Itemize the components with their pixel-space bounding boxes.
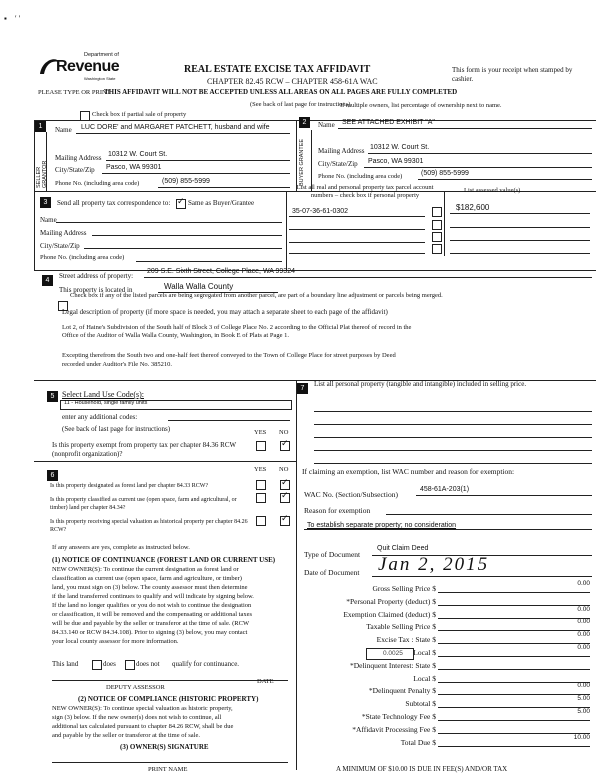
partial-sale-label: Check box if partial sale of property [92,111,187,118]
totals-block [300,580,596,770]
located-county: Walla Walla County [164,282,234,291]
form-title: REAL ESTATE EXCISE TAX AFFIDAVIT [184,64,371,75]
doc-type-label: Type of Document [304,550,361,559]
s3-phone-label: Phone No. (including area code) [40,254,125,261]
form-chapter: CHAPTER 82.45 RCW – CHAPTER 458-61A WAC [207,77,378,86]
s5-no: NO [279,429,289,436]
totals-row [300,631,596,647]
totals-row [300,682,596,698]
totals-row-value: 0.00 [577,618,590,626]
if-yes-instructions: If any answers are yes, complete as instructed below. [52,544,190,551]
parcel-number: 35-07-36-61-0302 [292,208,349,215]
assessed-header: List assessed value(s) [464,187,521,194]
print-name-label: PRINT NAME [148,766,188,773]
totals-row-field[interactable] [438,682,590,683]
totals-row-field[interactable] [438,733,590,734]
s3-name-label: Name [40,216,57,224]
totals-row-label: Exemption Claimed (deduct) $ [343,609,436,619]
s5-yes: YES [254,429,267,436]
located-label: This property is located in [59,286,133,294]
totals-row-field[interactable] [438,656,590,657]
totals-row-field[interactable] [438,605,590,606]
this-land-label: This land [52,660,79,668]
totals-row-field[interactable] [438,694,590,695]
personal-property-label: List all personal property (tangible and intangible) included in selling price. [314,380,527,388]
notice2-line4: and payable by the seller or transferor at the time of sale. [52,732,200,739]
s6-no: NO [279,466,289,473]
segregated-label: Check box if any of the listed parcels are being segregated from another parcel, are part of a boundary line adjustment or parcels being merged. [70,292,443,299]
totals-row [300,605,596,622]
totals-row [300,695,596,711]
totals-row-value: 0.00 [577,682,590,690]
totals-row-value: 0.00 [577,644,590,651]
qualify-label: qualify for continuance. [172,660,240,668]
historic-yes-checkbox[interactable] [256,516,266,526]
exempt-no-checkbox[interactable] [280,441,290,451]
current-use-yes-checkbox[interactable] [256,493,266,503]
deputy-assessor-label: DEPUTY ASSESSOR [106,684,165,691]
notice1-line9: your local county assessor for more information. [52,638,179,645]
notice1-line1: NEW OWNER(S): To continue the current designation as forest land or [52,566,239,573]
totals-row-field[interactable] [438,707,590,708]
same-as-buyer-checkbox[interactable] [176,199,186,209]
totals-row-field[interactable] [438,746,590,747]
totals-row [300,597,596,609]
notice2-line1: NEW OWNER(S): To continue special valuation as historic property, [52,705,233,712]
totals-row-label: *Personal Property (deduct) $ [346,596,436,606]
totals-row-label: Gross Selling Price $ [372,584,436,593]
totals-row-field[interactable] [438,618,590,619]
land-use-select[interactable] [60,400,292,410]
notice1-line2: classification as current use (open space, farm and agriculture, or timber) [52,575,242,582]
notice1-line4: if the land transferred continues to qualify and will indicate by signing below. [52,593,254,600]
buyer-mailing-label: Mailing Address [318,147,365,155]
street-label: Street address of property: [59,272,134,280]
section-4-number: 4 [42,275,53,286]
form-receipt: This form is your receipt when stamped by cashier. [452,66,573,83]
section-6-number: 6 [47,470,58,481]
totals-row-field[interactable] [438,592,590,593]
totals-row [300,674,596,686]
land-use-label: Select Land Use Code(s): [62,390,144,399]
seller-city-label: City/State/Zip [55,166,95,174]
does-checkbox[interactable] [92,660,102,670]
notice1-line5: If the land no longer qualifies or you do not wish to continue the designation [52,602,252,609]
totals-row-label: Excise Tax : State $ [376,635,436,645]
parcel-2-checkbox[interactable] [432,220,442,230]
same-as-buyer-label: Same as Buyer/Grantee [188,199,255,207]
totals-row-label: Taxable Selling Price $ [366,622,436,632]
totals-row-value: 10.00 [573,733,590,741]
legal-label: Legal description of property (if more space is needed, you may attach a separate sheet to each page of the affidavit) [62,308,388,316]
s3-city-label: City/State/Zip [40,242,80,250]
totals-row-value: 5.00 [577,708,590,715]
multiple-owners-note: If multiple owners, list percentage of ownership next to name. [340,102,502,109]
legal-line-3: Excepting therefrom the South two and one-half feet thereof conveyed to the Town of College Place for street purposes by Deed [62,352,396,359]
section-3-number: 3 [40,197,51,208]
logo-dept: Department of [84,52,119,58]
section-2-number: 2 [299,117,310,128]
notice2-line2: sign (3) below. If the new owner(s) does not wish to continue, all [52,714,222,721]
doc-date-label: Date of Document [304,568,360,577]
notice1-line3: land, you must sign on (3) below. The county assessor must then determine [52,584,248,591]
buyer-mailing: 10312 W. Court St. [370,144,430,151]
additional-codes-label: enter any additional codes: [62,413,138,421]
wac-label: WAC No. (Section/Subsection) [304,490,398,499]
totals-row-field[interactable] [438,643,590,644]
seller-mailing: 10312 W. Court St. [108,151,168,158]
section-1-number: 1 [35,121,46,132]
totals-row-value: 0.00 [577,605,590,613]
s5-see-back: (See back of last page for instructions) [62,425,171,433]
historic-question: Is this property receiving special valuation as historical property per chapter 84.26 RCW? [50,519,248,533]
legal-line-2: Office of the Auditor of Walla Walla County, Washington, in Book E of Plats at Page 1. [62,332,289,339]
date-label: DATE [257,678,274,685]
local-rate-box [366,648,414,660]
logo-state: Washington State [84,76,116,81]
forest-no-checkbox[interactable] [280,480,290,490]
see-back-note: (See back of last page for instructions) [250,101,351,108]
totals-row-value: 0.00 [577,580,590,587]
totals-row-label: *Delinquent Penalty $ [368,686,436,696]
current-use-no-checkbox[interactable] [280,493,290,503]
buyer-phone-label: Phone No. (including area code) [318,173,403,180]
forest-question: Is this property designated as forest land per chapter 84.33 RCW? [50,483,209,489]
form-warning: THIS AFFIDAVIT WILL NOT BE ACCEPTED UNLESS ALL AREAS ON ALL PAGES ARE FULLY COMPLETED [104,88,458,96]
notice1-line6: or classification, it will be removed and the compensating or additional taxes [52,611,252,618]
totals-row-field[interactable] [438,720,590,721]
parcel-3-checkbox[interactable] [432,232,442,242]
notice2-title: (2) NOTICE OF COMPLIANCE (HISTORIC PROPERTY) [78,695,259,703]
totals-row-label: Total Due $ [400,737,436,747]
totals-row-label: Local $ [413,673,436,683]
owner-signature-label: (3) OWNER(S) SIGNATURE [120,743,209,751]
seller-phone-label: Phone No. (including area code) [55,180,140,187]
exempt-yes-checkbox[interactable] [256,441,266,451]
reason-label: Reason for exemption [304,506,371,515]
totals-row [300,618,596,634]
please-type: PLEASE TYPE OR PRINT [38,89,111,96]
totals-row-value: 0.00 [577,631,590,639]
assessed-value: $182,600 [456,203,490,212]
forest-yes-checkbox[interactable] [256,480,266,490]
totals-row-label: Local $ [413,648,436,657]
seller-side-label: SELLER GRANTOR [36,160,48,188]
revenue-logo [38,50,120,86]
section-5-number: 5 [47,391,58,402]
does-not-label: does not [136,660,160,668]
totals-row-label: Subtotal $ [405,699,436,709]
totals-row [300,644,596,660]
parcel-1-checkbox[interactable] [432,207,442,217]
exemption-claim-label: If claiming an exemption, list WAC number and reason for exemption: [302,467,515,476]
totals-row-field[interactable] [438,630,590,631]
parcel-4-checkbox[interactable] [432,244,442,254]
doc-date-value: Jan 2, 2015 [378,554,490,575]
notice2-line3: additional tax calculated pursuant to chapter 84.26 RCW, shall be due [52,723,234,730]
land-use-value: 11 - Household, single family units [64,400,148,406]
buyer-name: SEE ATTACHED EXHIBIT "A" [342,119,435,126]
buyer-phone: (509) 855-5999 [421,170,469,177]
does-not-checkbox[interactable] [125,660,135,670]
minimum-due-note: A MINIMUM OF $10.00 IS DUE IN FEE(S) AND/OR TAX [336,765,508,773]
current-use-question: Is this property classified as current use (open space, farm and agricultural, or timber) land per chapter 84.34? [50,497,237,511]
seller-name: LUC DORE' and MARGARET PATCHETT, husband and wife [81,124,270,131]
notice1-line8: 84.33.140 or RCW 84.34.108). Prior to signing (3) below, you may contact [52,629,248,636]
section-7-number: 7 [297,383,308,394]
logo-name: Revenue [56,58,120,75]
totals-row-field[interactable] [438,669,590,670]
legal-line-4: recorded under Auditor's File No. 385210. [62,361,173,368]
notice1-line7: will be due and payable by the seller or transferor at the time of sale. (RCW [52,620,250,627]
street-address: 209 S.E. Sixth Street, College Place, WA 99324 [147,268,295,275]
send-correspondence-label: Send all property tax correspondence to: [57,199,171,207]
buyer-name-label: Name [318,121,335,129]
s3-mailing-label: Mailing Address [40,229,87,237]
totals-row-label: *State Technology Fee $ [361,712,436,721]
totals-row [300,733,596,750]
parcel-list-header: List all real and personal property tax parcel account numbers – check box if personal property [296,184,434,199]
buyer-city-label: City/State/Zip [318,160,358,168]
totals-row [300,661,596,673]
notice1-title: (1) NOTICE OF CONTINUANCE (FOREST LAND OR CURRENT USE) [52,556,276,564]
totals-row [300,580,596,596]
totals-row [300,708,596,724]
totals-row [300,725,596,737]
wac-value: 458-61A-203(1) [420,486,470,493]
does-label: does [103,660,116,668]
seller-mailing-label: Mailing Address [55,154,102,162]
exempt-question: Is this property exempt from property tax per chapter 84.36 RCW (nonprofit organization)? [52,441,236,458]
doc-type-value: Quit Claim Deed [377,545,429,552]
historic-no-checkbox[interactable] [280,516,290,526]
buyer-side-label: BUYER GRANTEE [299,138,305,186]
s6-yes: YES [254,466,267,473]
seller-city: Pasco, WA 99301 [106,164,162,171]
local-rate-value: 0.0025 [383,650,403,657]
legal-line-1: Lot 2, of Haine's Subdivision of the South half of Block 3 of College Place No. 2 according to the Official Plat thereof of record in the [62,324,412,331]
seller-name-label: Name [55,126,72,134]
totals-row-label: *Affidavit Processing Fee $ [352,724,436,734]
reason-value: To establish separate property; no consideration [307,522,457,529]
buyer-city: Pasco, WA 99301 [368,158,424,165]
totals-row-label: *Delinquent Interest: State $ [349,660,436,670]
seller-phone: (509) 855-5999 [162,178,210,185]
stray-marks: ▪ ʹ ʹ [4,14,21,23]
totals-row-value: 5.00 [577,695,590,703]
